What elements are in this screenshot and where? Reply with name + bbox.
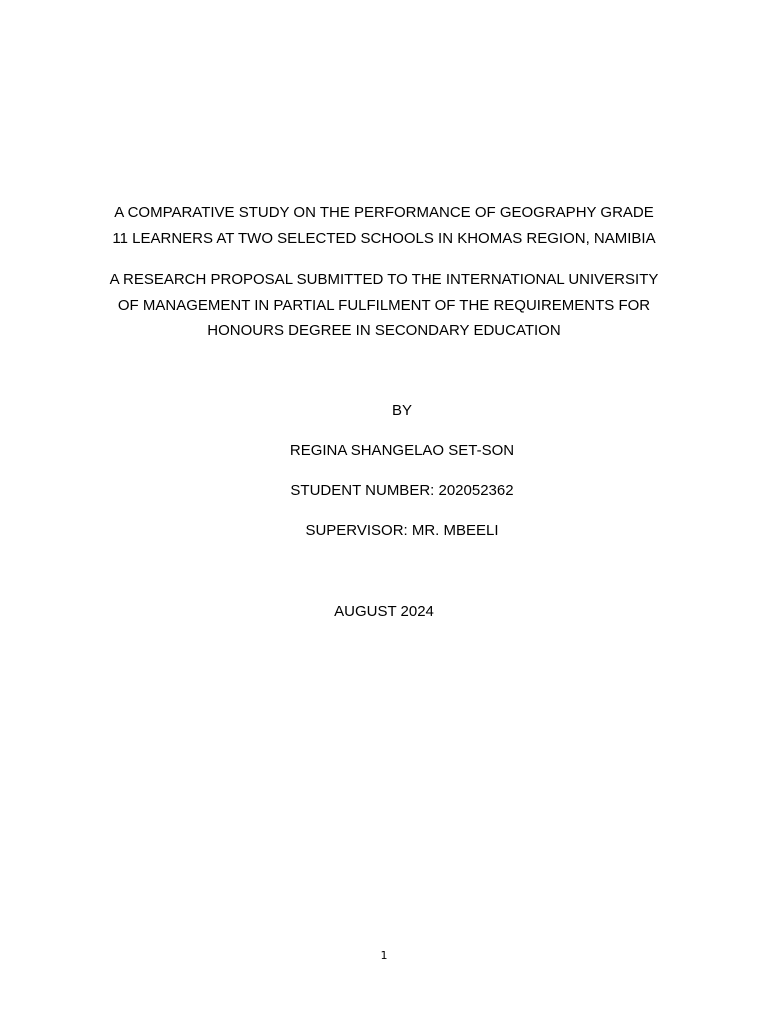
- supervisor: SUPERVISOR: MR. MBEELI: [305, 522, 499, 539]
- submission-date: AUGUST 2024: [334, 603, 434, 620]
- by-label: BY: [391, 402, 412, 419]
- submission-line-2: OF MANAGEMENT IN PARTIAL FULFILMENT OF THE REQUIREMENTS FOR: [117, 297, 651, 314]
- submission-line-1: A RESEARCH PROPOSAL SUBMITTED TO THE INTERNATIONAL UNIVERSITY: [109, 271, 659, 288]
- title-line-1: A COMPARATIVE STUDY ON THE PERFORMANCE OF GEOGRAPHY GRADE: [114, 204, 654, 221]
- submission-line-3: HONOURS DEGREE IN SECONDARY EDUCATION: [207, 322, 561, 339]
- page-number: 1: [380, 949, 388, 962]
- student-number: STUDENT NUMBER: 202052362: [290, 482, 514, 499]
- author-name: REGINA SHANGELAO SET-SON: [289, 442, 515, 459]
- title-line-2: 11 LEARNERS AT TWO SELECTED SCHOOLS IN KHOMAS REGION, NAMIBIA: [112, 230, 656, 247]
